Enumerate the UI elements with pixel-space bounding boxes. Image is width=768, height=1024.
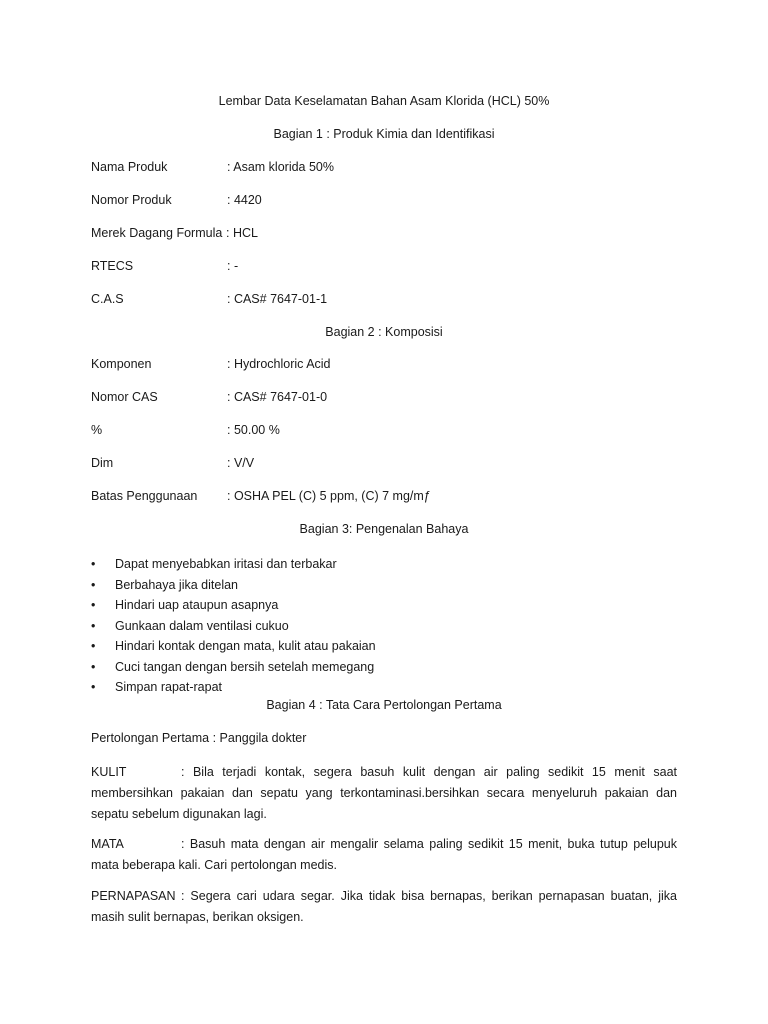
first-aid-intro: Pertolongan Pertama : Panggila dokter [91, 731, 307, 745]
row-label: Nama Produk [91, 160, 168, 174]
list-item [91, 658, 376, 679]
bullet-icon: • [91, 618, 96, 633]
section2-heading: Bagian 2 : Komposisi [325, 325, 443, 339]
row-value: : - [227, 259, 239, 273]
bullet-icon: • [91, 639, 96, 653]
paragraph-pernapasan [91, 886, 677, 928]
row-label: Dim [91, 456, 114, 470]
row-nama-produk [91, 160, 691, 178]
list-item [91, 576, 376, 597]
bullet-icon: • [91, 577, 96, 592]
document-title: Lembar Data Keselamatan Bahan Asam Klorida (HCL) 50% [218, 94, 550, 108]
row-value: : 4420 [227, 193, 262, 207]
paragraph-kulit [91, 762, 677, 825]
paragraph-mata [91, 834, 677, 876]
paragraph-label: KULIT [91, 765, 127, 779]
row-value: : 50.00 % [227, 423, 280, 437]
bullet-icon: • [91, 598, 96, 612]
list-item [91, 596, 376, 617]
bullet-icon: • [91, 680, 96, 694]
list-item-text: Hindari kontak dengan mata, kulit atau pakaian [115, 639, 376, 653]
row-label: Nomor CAS [91, 390, 158, 404]
list-item-text: Dapat menyebabkan iritasi dan terbakar [115, 557, 337, 571]
list-item-text: Berbahaya jika ditelan [115, 577, 238, 592]
row-value: : CAS# 7647-01-1 [227, 292, 328, 306]
section4-heading: Bagian 4 : Tata Cara Pertolongan Pertama [266, 698, 502, 712]
row-batas-penggunaan [91, 489, 691, 507]
paragraph-label: MATA [91, 837, 124, 851]
list-item-text: Simpan rapat-rapat [115, 680, 223, 694]
row-nomor-cas [91, 390, 691, 408]
row-value: : CAS# 7647-01-0 [227, 390, 328, 404]
paragraph-text: : Bila terjadi kontak, segera basuh kulit dengan air paling sedikit 15 menit saat membersihkan pakaian dan sepatu yang terkontaminasi.bersihkan secara menyeluruh pakaian dan sepatu sebelum digunakan lagi. [91, 765, 677, 821]
section1-heading: Bagian 1 : Produk Kimia dan Identifikasi [273, 127, 495, 141]
row-label: % [91, 423, 103, 437]
row-dim [91, 456, 691, 474]
row-value: : V/V [227, 456, 255, 470]
row-label: Merek Dagang Formula [91, 226, 223, 240]
bullet-icon: • [91, 659, 96, 674]
row-label: RTECS [91, 259, 134, 273]
row-label: Komponen [91, 357, 152, 371]
row-nomor-produk [91, 193, 691, 211]
row-percent [91, 423, 691, 441]
row-label: C.A.S [91, 292, 124, 306]
row-value: : HCL [226, 226, 258, 240]
row-label: Nomor Produk [91, 193, 172, 207]
paragraph-text: : Basuh mata dengan air mengalir selama paling sedikit 15 menit, buka tutup pelupuk mata beberapa kali. Cari pertolongan medis. [91, 837, 677, 872]
row-value: : Hydrochloric Acid [227, 357, 331, 371]
bullet-icon: • [91, 557, 96, 571]
row-komponen [91, 357, 691, 375]
row-cas [91, 292, 691, 310]
row-rtecs [91, 259, 691, 277]
hazard-list [91, 555, 376, 699]
list-item-text: Cuci tangan dengan bersih setelah memegang [115, 659, 375, 674]
paragraph-text: : Segera cari udara segar. Jika tidak bisa bernapas, berikan pernapasan buatan, jika masih sulit bernapas, berikan oksigen. [91, 889, 677, 924]
row-label: Batas Penggunaan [91, 489, 198, 503]
list-item-text: Hindari uap ataupun asapnya [115, 598, 279, 612]
paragraph-label: PERNAPASAN [91, 889, 176, 903]
row-value: : OSHA PEL (C) 5 ppm, (C) 7 mg/mƒ [227, 489, 431, 503]
section3-heading: Bagian 3: Pengenalan Bahaya [299, 522, 469, 536]
list-item [91, 555, 376, 576]
row-merek-dagang [91, 226, 691, 244]
row-value: : Asam klorida 50% [227, 160, 334, 174]
list-item [91, 678, 376, 699]
list-item [91, 637, 376, 658]
list-item-text: Gunkaan dalam ventilasi cukuo [115, 618, 289, 633]
list-item [91, 617, 376, 638]
